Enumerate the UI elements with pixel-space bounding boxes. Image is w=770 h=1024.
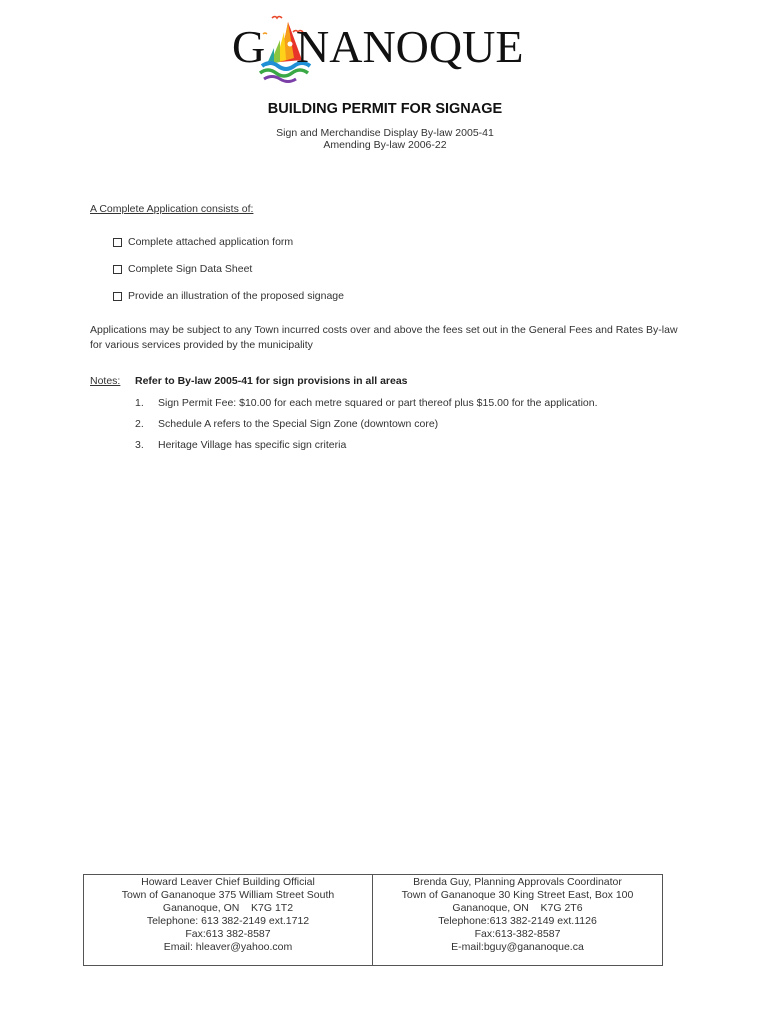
contact-fax: Fax:613 382-8587 — [185, 928, 271, 940]
logo-letter-g: G — [232, 21, 266, 72]
checklist-label: Complete Sign Data Sheet — [128, 263, 253, 275]
checklist-item-application-form[interactable] — [113, 236, 293, 248]
contact-phone: Telephone:613 382-2149 ext.1126 — [438, 915, 597, 927]
checklist-item-sign-data-sheet[interactable] — [113, 263, 252, 275]
contact-building-official — [84, 875, 373, 965]
application-heading: A Complete Application consists of: — [90, 203, 254, 215]
logo-wordmark: NANOQUE — [296, 21, 524, 72]
note-number: 2. — [135, 418, 144, 430]
checkbox-icon[interactable] — [113, 292, 122, 301]
fees-disclaimer: Applications may be subject to any Town incurred costs over and above the fees set out in the General Fees and Rates By-law for various services provided by the municipality — [90, 324, 678, 351]
contacts-table — [83, 874, 663, 966]
checklist-item-illustration[interactable] — [113, 290, 344, 302]
contact-city: Gananoque, ON K7G 1T2 — [162, 902, 294, 914]
page-title: BUILDING PERMIT FOR SIGNAGE — [267, 101, 503, 117]
checklist-label: Provide an illustration of the proposed signage — [128, 290, 344, 302]
contact-city: Gananoque, ON K7G 2T6 — [452, 902, 583, 914]
contact-email[interactable]: Email: hleaver@yahoo.com — [163, 941, 293, 953]
contact-address: Town of Gananoque 30 King Street East, Box 100 — [401, 889, 634, 901]
checkbox-icon[interactable] — [113, 265, 122, 274]
contact-name: Brenda Guy, Planning Approvals Coordinator — [413, 876, 622, 888]
note-heritage-village: Heritage Village has specific sign criteria — [158, 439, 347, 451]
contact-name: Howard Leaver Chief Building Official — [141, 876, 315, 888]
gananoque-logo — [232, 12, 532, 84]
contact-planning-coordinator — [373, 875, 662, 965]
note-schedule-a: Schedule A refers to the Special Sign Zone (downtown core) — [158, 418, 439, 430]
contact-phone: Telephone: 613 382-2149 ext.1712 — [146, 915, 310, 927]
notes-label: Notes: — [90, 375, 121, 387]
notes-heading: Refer to By-law 2005-41 for sign provisions in all areas — [135, 375, 408, 387]
note-sign-permit-fee: Sign Permit Fee: $10.00 for each metre squared or part thereof plus $15.00 for the application. — [158, 397, 598, 409]
contact-address: Town of Gananoque 375 William Street South — [121, 889, 335, 901]
checklist-label: Complete attached application form — [128, 236, 294, 248]
bylaw-subtitle: Sign and Merchandise Display By-law 2005-41 — [276, 127, 494, 139]
note-number: 3. — [135, 439, 144, 451]
checkbox-icon[interactable] — [113, 238, 122, 247]
contact-fax: Fax:613-382-8587 — [474, 928, 561, 940]
note-number: 1. — [135, 397, 144, 409]
contact-email[interactable]: E-mail:bguy@gananoque.ca — [451, 941, 584, 953]
amending-bylaw-subtitle: Amending By-law 2006-22 — [323, 139, 447, 151]
